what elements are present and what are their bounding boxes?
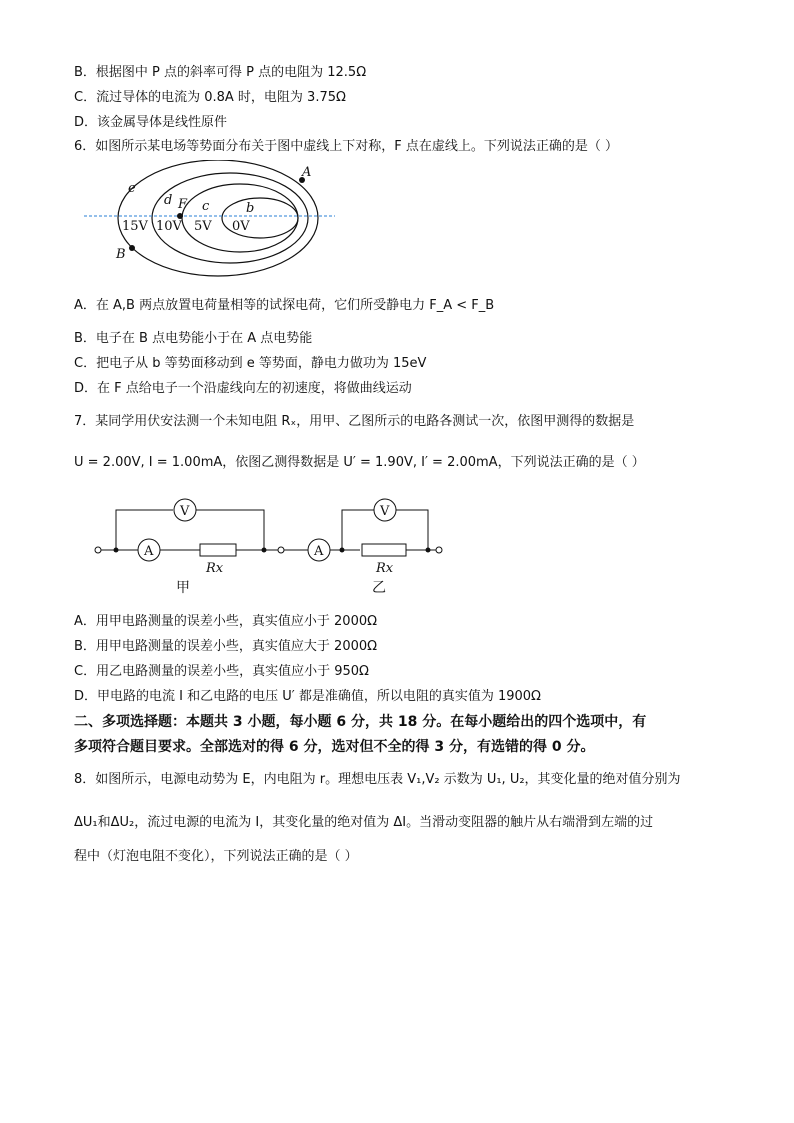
point-label-a: A — [302, 165, 312, 180]
ammeter-label-jia: A — [144, 544, 154, 559]
resistor-label-jia: Rx — [206, 561, 224, 576]
voltage-label-15v: 15V — [122, 219, 148, 234]
option-c-prev: C．流过导体的电流为 0.8A 时，电阻为 3.75Ω — [74, 90, 346, 105]
voltmeter-label-yi: V — [380, 504, 390, 519]
point-label-f: F — [178, 197, 188, 212]
voltage-label-5v: 5V — [194, 219, 212, 234]
option-7c: C．用乙电路测量的误差小些，真实值应小于 950Ω — [74, 664, 369, 679]
option-7a: A．用甲电路测量的误差小些，真实值应小于 2000Ω — [74, 614, 378, 629]
section-2-heading-cont: 多项符合题目要求。全部选对的得 6 分，选对但不全的得 3 分，有选错的得 0 分。 — [74, 739, 595, 755]
surface-label-d: d — [164, 193, 173, 208]
surface-label-b: b — [246, 201, 255, 216]
question-8-cont: ΔU₁和ΔU₂，流过电源的电流为 I，其变化量的绝对值为 ΔI。当滑动变阻器的触片从右端滑到左端的过 — [74, 815, 654, 830]
question-8: 8．如图所示，电源电动势为 E，内电阻为 r。理想电压表 V₁,V₂ 示数为 U₁, U₂，其变化量的绝对值分别为 — [74, 772, 681, 787]
option-6b: B．电子在 B 点电势能小于在 A 点电势能 — [74, 331, 313, 346]
option-b-prev: B．根据图中 P 点的斜率可得 P 点的电阻为 12.5Ω — [74, 65, 367, 80]
voltage-label-10v: 10V — [156, 219, 182, 234]
option-7b: B．用甲电路测量的误差小些，真实值应大于 2000Ω — [74, 639, 378, 654]
surface-label-c: c — [202, 199, 210, 214]
question-7: 7．某同学用伏安法测一个未知电阻 Rₓ，用甲、乙图所示的电路各测试一次，依图甲测得的数据是 — [74, 414, 635, 429]
question-6: 6．如图所示某电场等势面分布关于图中虚线上下对称，F 点在虚线上。下列说法正确的是（ ） — [74, 139, 619, 154]
question-8-end: 程中（灯泡电阻不变化），下列说法正确的是（ ） — [74, 849, 358, 864]
caption-yi: 乙 — [372, 580, 386, 596]
point-label-b: B — [116, 247, 126, 262]
option-6a: A．在 A,B 两点放置电荷量相等的试探电荷，它们所受静电力 F_A < F_B — [74, 298, 495, 313]
equipotential-figure — [70, 160, 350, 288]
caption-jia: 甲 — [176, 580, 190, 596]
section-2-heading: 二、多项选择题：本题共 3 小题，每小题 6 分，共 18 分。在每小题给出的四个选项中，有 — [74, 714, 647, 730]
option-6d: D．在 F 点给电子一个沿虚线向左的初速度，将做曲线运动 — [74, 381, 412, 396]
option-7d: D．甲电路的电流 I 和乙电路的电压 U′ 都是准确值，所以电阻的真实值为 1900Ω — [74, 689, 541, 704]
option-d-prev: D．该金属导体是线性原件 — [74, 115, 228, 130]
circuit-figure — [90, 492, 450, 600]
resistor-label-yi: Rx — [376, 561, 394, 576]
voltmeter-label-jia: V — [180, 504, 190, 519]
circuit-yi — [284, 499, 442, 596]
option-6c: C．把电子从 b 等势面移动到 e 等势面，静电力做功为 15eV — [74, 356, 427, 371]
surface-label-e: e — [128, 181, 136, 196]
ammeter-label-yi: A — [314, 544, 324, 559]
question-7-data: U = 2.00V, I = 1.00mA，依图乙测得数据是 U′ = 1.90V, I′ = 2.00mA，下列说法正确的是（ ） — [74, 455, 645, 470]
circuit-jia — [95, 499, 284, 596]
voltage-label-0v: 0V — [232, 219, 250, 234]
